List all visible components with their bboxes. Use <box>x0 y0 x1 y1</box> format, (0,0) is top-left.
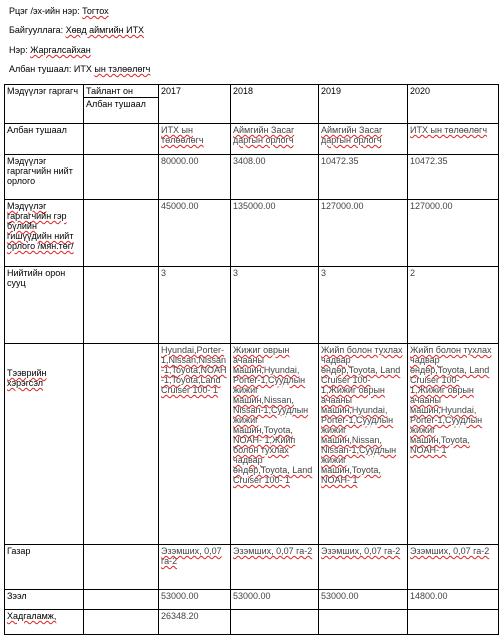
row-label: Газар <box>5 545 84 590</box>
organization-label: Байгууллага: <box>9 25 66 35</box>
table-row <box>5 344 499 545</box>
header-reporting-year: Тайлант он <box>84 85 159 98</box>
cell-2018: 135000.00 <box>231 200 319 267</box>
cell-2018: Аймгийн Засаг даргын орлогч <box>231 124 319 155</box>
table-row <box>5 267 499 344</box>
organization-line <box>9 25 144 35</box>
row-mid <box>84 590 159 610</box>
position-label: Албан тушаал: ИТХ <box>9 64 95 74</box>
cell-2020: 14800.00 <box>408 590 499 610</box>
row-label: Албан тушаал <box>5 124 84 155</box>
cell-2019: 10472.35 <box>319 155 408 200</box>
header-declarant: Мэдүүлэг гаргагч <box>5 85 84 124</box>
row-label: Зээл <box>5 590 84 610</box>
declaration-table <box>4 84 499 635</box>
cell-2017: 26348.20 <box>159 610 231 635</box>
cell-2017: ИТХ ын төлөөлөгч <box>159 124 231 155</box>
cell-2020: 127000.00 <box>408 200 499 267</box>
cell-2017: 80000.00 <box>159 155 231 200</box>
declarant-name-line <box>9 6 109 16</box>
cell-2019: 3 <box>319 267 408 344</box>
cell-2019: Жийп болон тухлах чадвар өндөр,Toyota, Land Cruiser 100-1,Жижиг оврын ачааны машин,Hyundai, Porter-1,Суудлын жижиг машин,Nissan, Nissan-1,Суудлын жижиг машин,Toyota, NOAH- 1 <box>319 344 408 545</box>
header-year-2020: 2020 <box>408 85 499 124</box>
header-year-2019: 2019 <box>319 85 408 124</box>
cell-2019: 127000.00 <box>319 200 408 267</box>
header-year-2018: 2018 <box>231 85 319 124</box>
cell-2019: Аймгийн Засаг даргын орлогч <box>319 124 408 155</box>
cell-2020 <box>408 610 499 635</box>
name-value: Жаргалсайхан <box>30 45 91 55</box>
table-row <box>5 200 499 267</box>
cell-2020: 10472.35 <box>408 155 499 200</box>
row-mid <box>84 344 159 545</box>
cell-2017: Hyundai,Porter-1,Nissan,Nissan-1,Toyota,NOAH-1,Toyota,Land Cruiser 100- 1 <box>159 344 231 545</box>
position-line <box>9 64 150 74</box>
table-row <box>5 124 499 155</box>
cell-2019: 53000.00 <box>319 590 408 610</box>
organization-value: Хөвд аймгийн ИТХ <box>65 25 145 35</box>
cell-2017: Эзэмших, 0,07 га-2 <box>159 545 231 590</box>
row-label: Мэдүүлэг гаргагчийн гэр бүлийн гишүүдийн нийт орлого /мян.төг/ <box>5 200 84 267</box>
cell-2017: 3 <box>159 267 231 344</box>
row-mid <box>84 124 159 155</box>
header-position: Албан тушаал <box>84 98 159 124</box>
cell-2020: Жийп болон тухлах чадвар өндөр,Toyota, Land Cruiser 100- 1,Жижиг оврын ачааны машин,Hyundai, Porter-1,Суудлын жижиг машин,Toyota, NOAH- 1 <box>408 344 499 545</box>
header-year-2017: 2017 <box>159 85 231 124</box>
row-mid <box>84 200 159 267</box>
row-mid <box>84 155 159 200</box>
cell-2020: ИТХ ын төлөөлөгч <box>408 124 499 155</box>
table-row <box>5 545 499 590</box>
cell-2020: 2 <box>408 267 499 344</box>
cell-2018: 3408.00 <box>231 155 319 200</box>
row-label: Нийтийн орон сууц <box>5 267 84 344</box>
cell-2019 <box>319 610 408 635</box>
position-value: ын тэлөөлөгч <box>94 64 151 74</box>
cell-2018: Жижиг оврын ачааны машин,Hyundai, Porter-1,Суудлын жижиг машин,Nissan, Nissan-1,Суудлын жижиг машин,Toyota, NOAH- 1,Жийп болон тухлах чадвар өндөр,Toyota, Land Cruiser 100- 1 <box>231 344 319 545</box>
name-label: Нэр: <box>9 45 31 55</box>
cell-2019: Эзэмших, 0,07 га-2 <box>319 545 408 590</box>
row-mid <box>84 267 159 344</box>
cell-2017: 53000.00 <box>159 590 231 610</box>
cell-2018: 53000.00 <box>231 590 319 610</box>
row-label: Мэдүүлэг гаргагчийн нийт орлого <box>5 155 84 200</box>
declarant-name-label: Рцэг /эх-ийн нэр: <box>9 6 83 16</box>
cell-2018: Эзэмших, 0,07 га-2 <box>231 545 319 590</box>
cell-2020: Эзэмших, 0,07 га-2 <box>408 545 499 590</box>
cell-2018 <box>231 610 319 635</box>
table-row <box>5 590 499 610</box>
name-line <box>9 45 91 55</box>
row-label: Тээврийн хэрэгсэл <box>5 344 84 545</box>
declarant-name-value: Тогтох <box>82 6 109 16</box>
table-row <box>5 610 499 635</box>
table-row <box>5 155 499 200</box>
row-label: Хадгаламж, <box>5 610 84 635</box>
table-header-row <box>5 85 499 98</box>
row-mid <box>84 610 159 635</box>
cell-2018: 3 <box>231 267 319 344</box>
row-mid <box>84 545 159 590</box>
cell-2017: 45000.00 <box>159 200 231 267</box>
